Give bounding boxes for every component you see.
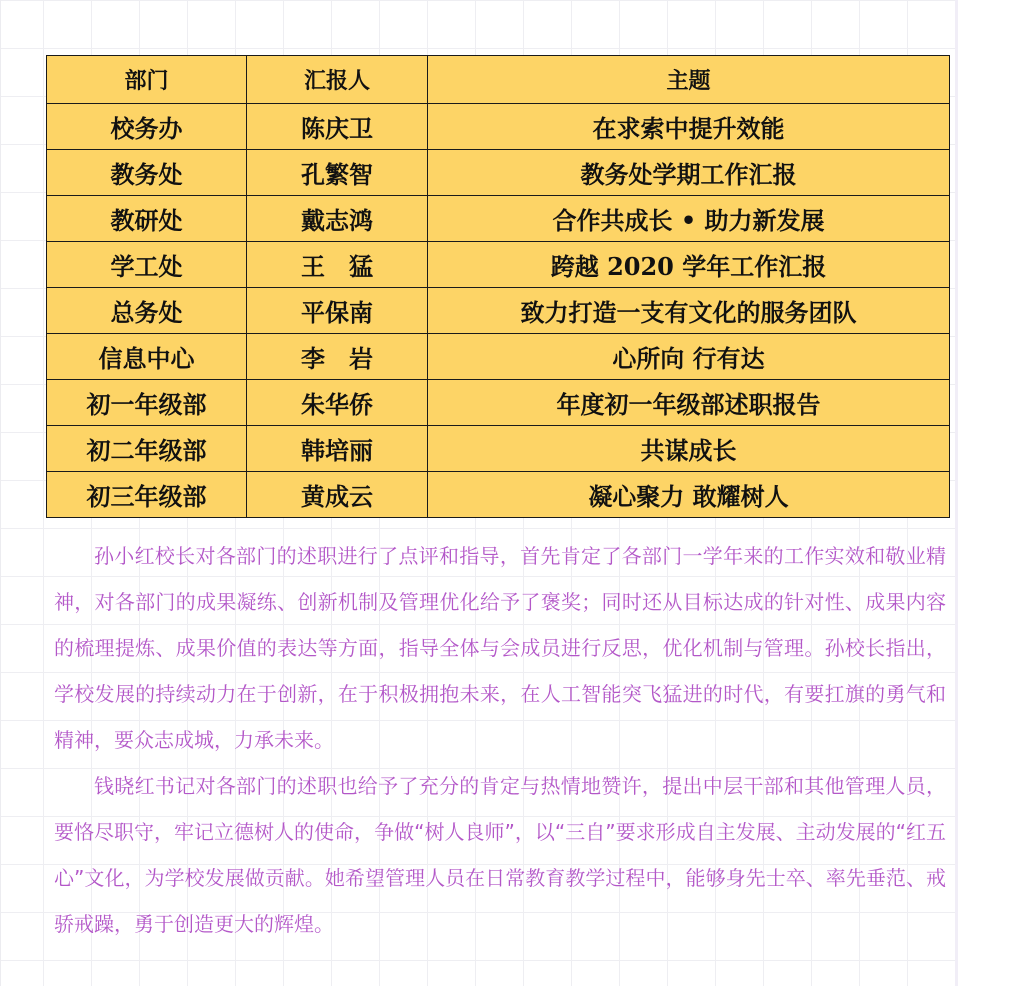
- cell-reporter: 黄成云: [247, 472, 428, 518]
- paragraph-principal-review: 孙小红校长对各部门的述职进行了点评和指导，首先肯定了各部门一学年来的工作实效和敬业精神，对各部门的成果凝练、创新机制及管理优化给予了褒奖；同时还从目标达成的针对性、成果内容的梳理提炼、成果价值的表达等方面，指导全体与会成员进行反思，优化机制与管理。孙校长指出，学校发展的持续动力在于创新，在于积极拥抱未来，在人工智能突飞猛进的时代，有要扛旗的勇气和精神，要众志成城，力承未来。: [54, 544, 946, 752]
- table-row: [47, 472, 950, 518]
- header-department: 部门: [47, 56, 247, 104]
- cell-topic: 年度初一年级部述职报告: [428, 380, 950, 426]
- page-edge: [955, 0, 958, 986]
- cell-reporter: 陈庆卫: [247, 104, 428, 150]
- cell-topic: 凝心聚力 敢耀树人: [428, 472, 950, 518]
- cell-topic: 共谋成长: [428, 426, 950, 472]
- cell-department: 学工处: [47, 242, 247, 288]
- department-report-table: [46, 55, 950, 518]
- cell-department: 信息中心: [47, 334, 247, 380]
- header-topic: 主题: [428, 56, 950, 104]
- cell-topic: 合作共成长 • 助力新发展: [428, 196, 950, 242]
- cell-topic: 在求索中提升效能: [428, 104, 950, 150]
- table-row: [47, 426, 950, 472]
- cell-reporter: 王 猛: [247, 242, 428, 288]
- table-row: [47, 380, 950, 426]
- cell-reporter: 韩培丽: [247, 426, 428, 472]
- table-row: [47, 288, 950, 334]
- cell-topic: 跨越 2020 学年工作汇报: [428, 242, 950, 288]
- cell-department: 教务处: [47, 150, 247, 196]
- cell-reporter: 李 岩: [247, 334, 428, 380]
- cell-reporter: 朱华侨: [247, 380, 428, 426]
- table-row: [47, 196, 950, 242]
- table-header-row: [47, 56, 950, 104]
- paragraph-secretary-review: 钱晓红书记对各部门的述职也给予了充分的肯定与热情地赞许，提出中层干部和其他管理人员，要恪尽职守，牢记立德树人的使命，争做“树人良师”，以“三自”要求形成自主发展、主动发展的“红五心”文化，为学校发展做贡献。她希望管理人员在日常教育教学过程中，能够身先士卒、率先垂范、戒骄戒躁，勇于创造更大的辉煌。: [54, 774, 946, 936]
- table-row: [47, 242, 950, 288]
- cell-department: 初一年级部: [47, 380, 247, 426]
- cell-department: 教研处: [47, 196, 247, 242]
- cell-department: 校务办: [47, 104, 247, 150]
- header-reporter: 汇报人: [247, 56, 428, 104]
- table-row: [47, 104, 950, 150]
- cell-topic: 心所向 行有达: [428, 334, 950, 380]
- body-text: [54, 533, 946, 947]
- cell-reporter: 戴志鸿: [247, 196, 428, 242]
- cell-department: 初三年级部: [47, 472, 247, 518]
- cell-department: 初二年级部: [47, 426, 247, 472]
- table-row: [47, 334, 950, 380]
- cell-topic: 教务处学期工作汇报: [428, 150, 950, 196]
- cell-topic: 致力打造一支有文化的服务团队: [428, 288, 950, 334]
- cell-reporter: 孔繁智: [247, 150, 428, 196]
- cell-department: 总务处: [47, 288, 247, 334]
- table-row: [47, 150, 950, 196]
- cell-reporter: 平保南: [247, 288, 428, 334]
